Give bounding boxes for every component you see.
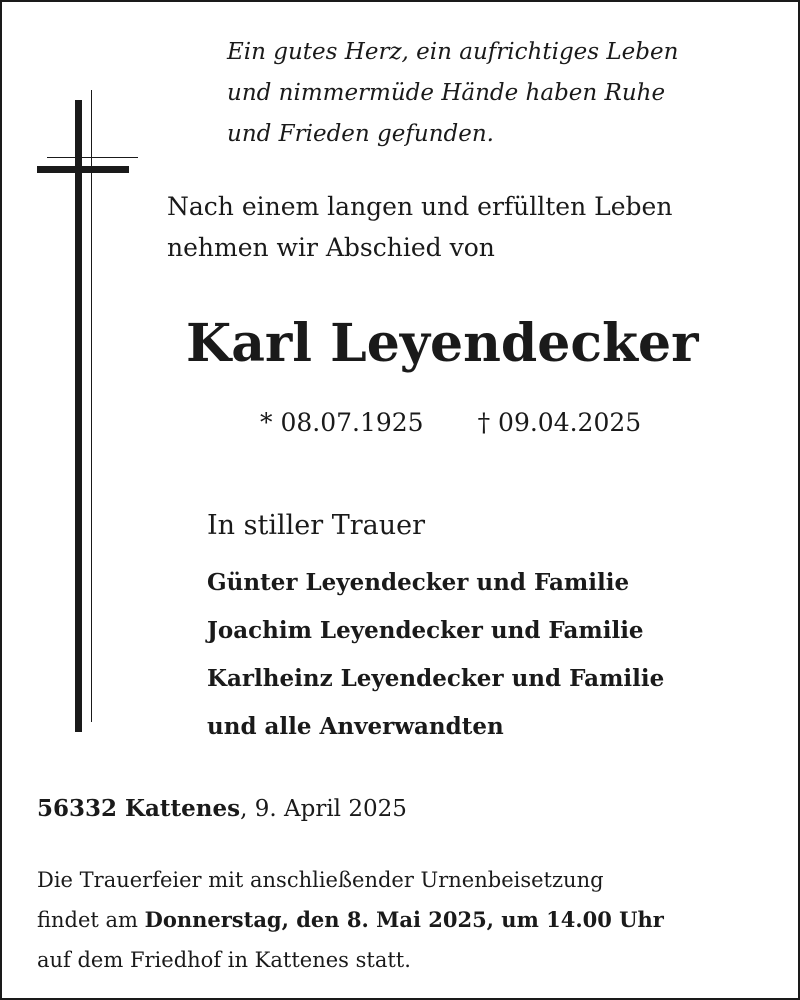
mourner-entry: Karlheinz Leyendecker und Familie — [207, 665, 665, 692]
farewell-intro — [167, 186, 672, 268]
funeral-line — [37, 900, 664, 940]
funeral-information — [37, 860, 664, 980]
cross-horizontal-bar — [37, 166, 129, 173]
mourner-entry: und alle Anverwandten — [207, 713, 504, 740]
verse-line: und Frieden gefunden. — [227, 121, 494, 147]
mourner-entry: Joachim Leyendecker und Familie — [207, 617, 644, 644]
funeral-line: Die Trauerfeier mit anschließender Urnenbeisetzung — [37, 868, 604, 892]
death-date: † 09.04.2025 — [477, 408, 642, 437]
verse-line: Ein gutes Herz, ein aufrichtiges Leben — [227, 39, 679, 65]
place-and-date — [37, 787, 407, 831]
mourning-label: In stiller Trauer — [207, 510, 426, 541]
funeral-line: auf dem Friedhof in Kattenes statt. — [37, 948, 411, 972]
intro-line: nehmen wir Abschied von — [167, 233, 495, 262]
place: 56332 Kattenes — [37, 795, 241, 822]
notice-date: 9. April 2025 — [247, 796, 407, 822]
mourners-list — [207, 559, 664, 751]
funeral-date-prefix: findet am — [37, 908, 145, 932]
memorial-verse — [227, 32, 678, 155]
place-separator: , — [240, 796, 248, 822]
verse-line: und nimmermüde Hände haben Ruhe — [227, 80, 666, 106]
mourner-entry: Günter Leyendecker und Familie — [207, 569, 630, 596]
birth-date: * 08.07.1925 — [260, 408, 424, 437]
funeral-datetime: Donnerstag, den 8. Mai 2025, um 14.00 Uhr — [144, 907, 664, 932]
deceased-name: Karl Leyendecker — [186, 313, 699, 374]
intro-line: Nach einem langen und erfüllten Leben — [167, 192, 673, 221]
cross-vertical-line — [91, 90, 92, 722]
life-dates — [260, 402, 641, 444]
cross-horizontal-line — [47, 157, 138, 158]
cross-vertical-bar — [75, 100, 82, 732]
